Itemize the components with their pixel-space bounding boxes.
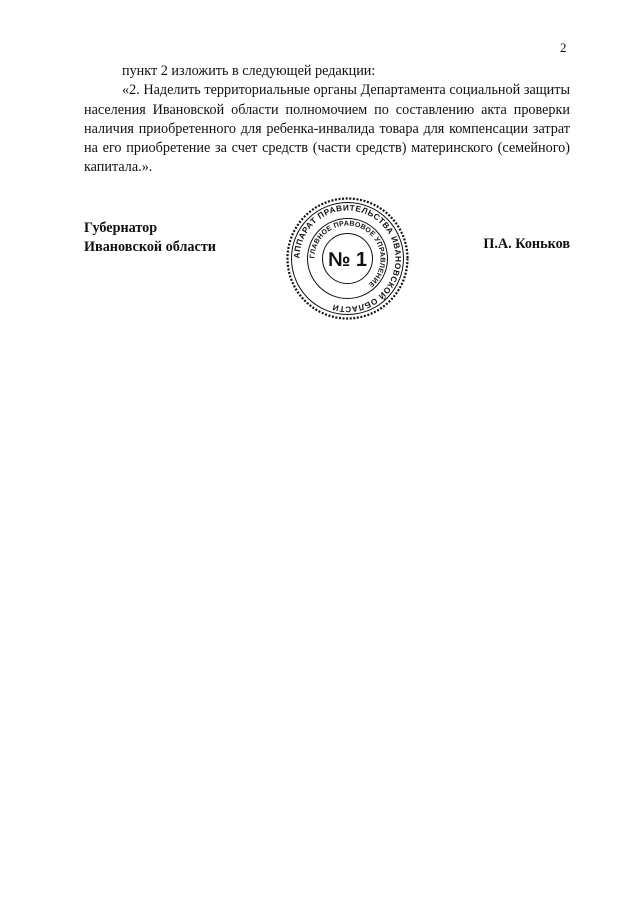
paragraph-amendment: «2. Наделить территориальные органы Департамента социальной защиты населения Ивановской области полномочием по составлению акта проверки наличия приобретенного для ребенка-инвалида товара для компенсации затрат на его приобретение за счет средств (части средств) материнского (семейного) капитала.». — [84, 82, 570, 176]
page-number: 2 — [560, 40, 567, 55]
document-body — [84, 62, 570, 178]
signatory-position — [84, 219, 216, 257]
signatory-name: П.А. Коньков — [483, 236, 570, 252]
stamp-ring-text: АППАРАТ ПРАВИТЕЛЬСТВА ИВАНОВСКОЙ ОБЛАСТИ — [292, 203, 403, 314]
stamp-inner-text: ГЛАВНОЕ ПРАВОВОЕ УПРАВЛЕНИЕ — [309, 220, 386, 289]
official-stamp — [285, 196, 410, 321]
position-line-1: Губернатор — [84, 220, 158, 236]
stamp-number: № 1 — [328, 249, 367, 271]
position-line-2: Ивановской области — [84, 239, 216, 255]
paragraph-intro: пункт 2 изложить в следующей редакции: — [122, 63, 376, 79]
